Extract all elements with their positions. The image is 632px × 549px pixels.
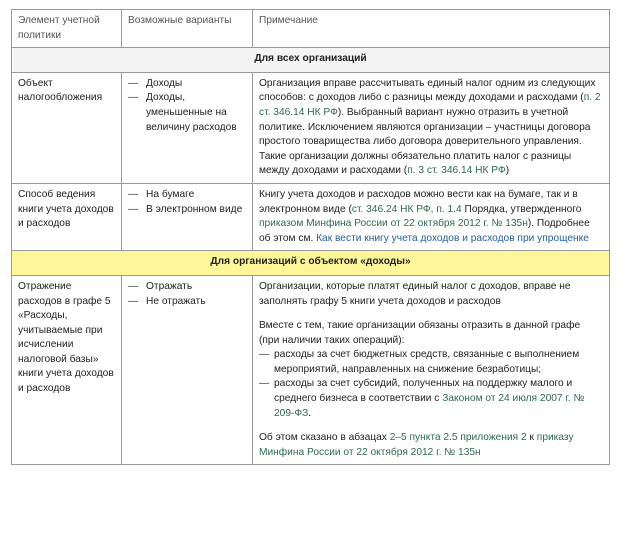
list-item: — Доходы, уменьшенные на величину расходов (128, 91, 246, 135)
table-row (12, 183, 610, 250)
note-text: ). Подробнее об этом см. (259, 218, 590, 244)
list-item (259, 377, 603, 421)
note-text: ) (505, 165, 510, 177)
note-text: к (526, 432, 537, 444)
table-row (12, 275, 610, 465)
link-minfin-order-135n-2[interactable]: приказу Минфина России от 22 октября 2012 г. № 135н (259, 432, 574, 458)
note-text: . (308, 407, 312, 419)
link-nk-346-14-p3[interactable]: п. 3 ст. 346.14 НК РФ (407, 165, 506, 177)
accounting-policy-table (11, 9, 610, 465)
header-note: Примечание (253, 10, 610, 48)
note-text: ). Выбранный вариант нужно отразить в учетной политике. Исключением являются организации – участницы договора простого товарищества либо договора доверительного управления. Такие организации должны обязательно платить налог с разницы между доходами и расходами ( (259, 106, 591, 177)
table-header-row (12, 10, 610, 48)
list-item: — Доходы (128, 77, 246, 92)
row3-element: Отражение расходов в графе 5 «Расходы, учитываемые при исчислении налоговой базы» книги учета доходов и расходов (12, 275, 122, 465)
section-title-all: Для всех организаций (12, 48, 610, 73)
note-paragraph (259, 431, 603, 460)
row2-options (122, 183, 253, 250)
row3-options (122, 275, 253, 465)
note-paragraph: Организации, которые платят единый налог с доходов, вправе не заполнять графу 5 книги учета доходов и расходов (259, 280, 571, 307)
note-text: расходы за счет субсидий, полученных на поддержку малого и среднего бизнеса в соответствии с (274, 378, 573, 405)
section-row-income (12, 251, 610, 276)
note-text: Книгу учета доходов и расходов можно вести как на бумаге, так и в электронном виде ( (259, 188, 578, 215)
list-item: — В электронном виде (128, 203, 246, 218)
link-nk-346-24[interactable]: ст. 346.24 НК РФ, п. 1.4 (351, 203, 462, 215)
note-paragraph: Вместе с тем, такие организации обязаны отразить в данной графе (при наличии таких операций): (259, 320, 581, 346)
row1-element: Объект налогообложения (12, 72, 122, 183)
link-paragraphs-2-5[interactable]: 2–5 пункта 2.5 приложения 2 (389, 432, 527, 444)
row1-options (122, 72, 253, 183)
link-law-209fz[interactable]: Законом от 24 июля 2007 г. № 209-ФЗ (274, 393, 585, 419)
link-how-to-keep-book[interactable]: Как вести книгу учета доходов и расходов при упрощенке (316, 232, 589, 244)
header-element: Элемент учетной политики (12, 10, 122, 48)
table-row (12, 72, 610, 183)
link-minfin-order-135n[interactable]: приказом Минфина России от 22 октября 2012 г. № 135н (259, 218, 528, 230)
note-text: Порядка, утвержденного (461, 203, 582, 215)
note-text: Об этом сказано в абзацах (259, 432, 390, 444)
row2-element: Способ ведения книги учета доходов и расходов (12, 183, 122, 250)
list-item: — Не отражать (128, 295, 246, 310)
row3-note (253, 275, 610, 465)
link-nk-346-14-p2[interactable]: п. 2 ст. 346.14 НК РФ (259, 92, 601, 118)
list-item: — расходы за счет бюджетных средств, связанные с выполнением мероприятий, направленных на снижение безработицы; (259, 348, 603, 377)
row1-note (253, 72, 610, 183)
list-item: — На бумаге (128, 188, 246, 203)
section-title-income: Для организаций с объектом «доходы» (12, 251, 610, 276)
header-options: Возможные варианты (122, 10, 253, 48)
note-text: Организация вправе рассчитывать единый налог одним из следующих способов: с доходов либо с разницы между доходами и расходами ( (259, 77, 596, 104)
list-item: — Отражать (128, 280, 246, 295)
row2-note (253, 183, 610, 250)
section-row-all (12, 48, 610, 73)
